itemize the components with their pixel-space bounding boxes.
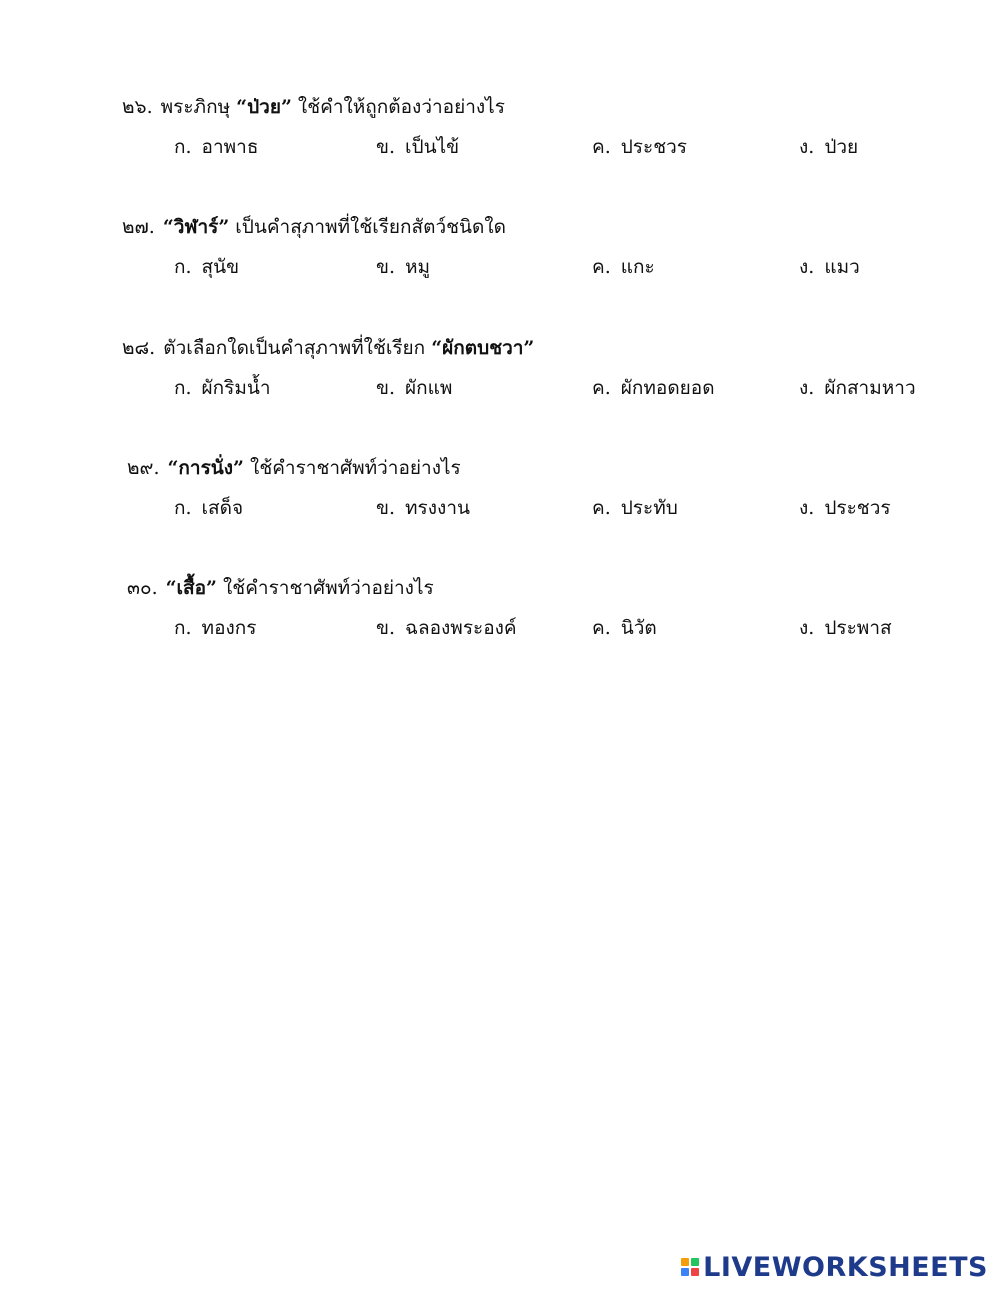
question-number: ๒๘. [122,337,156,359]
choice-label: ง. [799,256,815,278]
choice-label: ก. [174,256,192,278]
choice-text: เสด็จ [201,497,244,519]
choice-label: ง. [799,136,815,158]
question-keyword: “ผักตบชวา” [431,337,535,359]
choice-d[interactable] [799,375,916,401]
choice-label: ค. [592,617,611,639]
choice-b[interactable] [376,375,452,401]
choice-list [0,495,1000,525]
choice-list [0,254,1000,284]
choice-label: ข. [376,256,396,278]
choice-text: แมว [824,256,860,278]
choice-label: ค. [592,497,611,519]
choice-b[interactable] [376,615,517,641]
choice-label: ง. [799,497,815,519]
choice-label: ข. [376,136,396,158]
choice-label: ก. [174,136,192,158]
choice-text: ประทับ [620,497,678,519]
choice-label: ก. [174,377,192,399]
logo-text: LIVEWORKSHEETS [703,1251,988,1283]
choice-text: เป็นไข้ [405,136,460,158]
choice-text: ผักแพ [405,377,453,399]
choice-label: ค. [592,256,611,278]
question-text [122,94,505,120]
choice-list [0,375,1000,405]
choice-b[interactable] [376,495,470,521]
question-text [122,214,506,240]
question-number: ๒๙. [127,457,160,479]
question-post: ใช้คำราชาศัพท์ว่าอย่างไร [244,457,461,479]
choice-label: ง. [799,377,815,399]
choice-text: ผักริมน้ำ [201,377,271,399]
question-keyword: “เสื้อ” [165,577,217,599]
logo-square [691,1258,699,1266]
logo-square [681,1268,689,1276]
choice-c[interactable] [592,134,687,160]
choice-text: อาพาธ [201,136,259,158]
choice-c[interactable] [592,495,678,521]
choice-b[interactable] [376,254,430,280]
question-pre: ตัวเลือกใดเป็นคำสุภาพที่ใช้เรียก [163,337,432,359]
choice-text: ประชวร [620,136,687,158]
choice-label: ก. [174,497,192,519]
choice-c[interactable] [592,615,657,641]
question-number: ๒๗. [122,216,155,238]
choice-label: ข. [376,377,396,399]
choice-label: ค. [592,136,611,158]
choice-a[interactable] [174,134,258,160]
choice-a[interactable] [174,495,243,521]
question-keyword: “ป่วย” [236,96,292,118]
question-text [122,335,534,361]
question-keyword: “วิฬาร์” [162,216,230,238]
choice-label: ค. [592,377,611,399]
logo-squares-icon [681,1258,699,1276]
choice-text: ฉลองพระองค์ [405,617,517,639]
question-post: เป็นคำสุภาพที่ใช้เรียกสัตว์ชนิดใด [229,216,507,238]
choice-text: สุนัข [201,256,240,278]
choice-a[interactable] [174,375,271,401]
choice-label: ข. [376,617,396,639]
question-pre: พระภิกษุ [160,96,237,118]
choice-label: ง. [799,617,815,639]
question-post: ใช้คำราชาศัพท์ว่าอย่างไร [216,577,434,599]
choice-d[interactable] [799,495,891,521]
choice-text: แกะ [620,256,655,278]
choice-text: ทรงงาน [405,497,470,519]
liveworksheets-logo[interactable] [681,1250,988,1284]
choice-text: ประชวร [824,497,891,519]
choice-label: ข. [376,497,396,519]
logo-square [691,1268,699,1276]
choice-d[interactable] [799,615,892,641]
choice-text: ประพาส [824,617,892,639]
choice-c[interactable] [592,375,715,401]
question-keyword: “การนั่ง” [167,457,244,479]
choice-label: ก. [174,617,192,639]
logo-square [681,1258,689,1266]
choice-list [0,615,1000,645]
choice-list [0,134,1000,164]
choice-b[interactable] [376,134,459,160]
choice-text: หมู [405,256,431,278]
choice-text: นิวัต [620,617,657,639]
question-number: ๓๐. [127,577,158,599]
choice-text: ทองกร [201,617,257,639]
question-text [127,455,461,481]
choice-text: ผักสามหาว [824,377,916,399]
choice-d[interactable] [799,254,860,280]
choice-text: ผักทอดยอด [620,377,715,399]
choice-d[interactable] [799,134,858,160]
choice-a[interactable] [174,615,256,641]
choice-a[interactable] [174,254,239,280]
question-number: ๒๖. [122,96,153,118]
choice-c[interactable] [592,254,655,280]
question-text [127,575,434,601]
choice-text: ป่วย [824,136,859,158]
question-post: ใช้คำให้ถูกต้องว่าอย่างไร [291,96,505,118]
